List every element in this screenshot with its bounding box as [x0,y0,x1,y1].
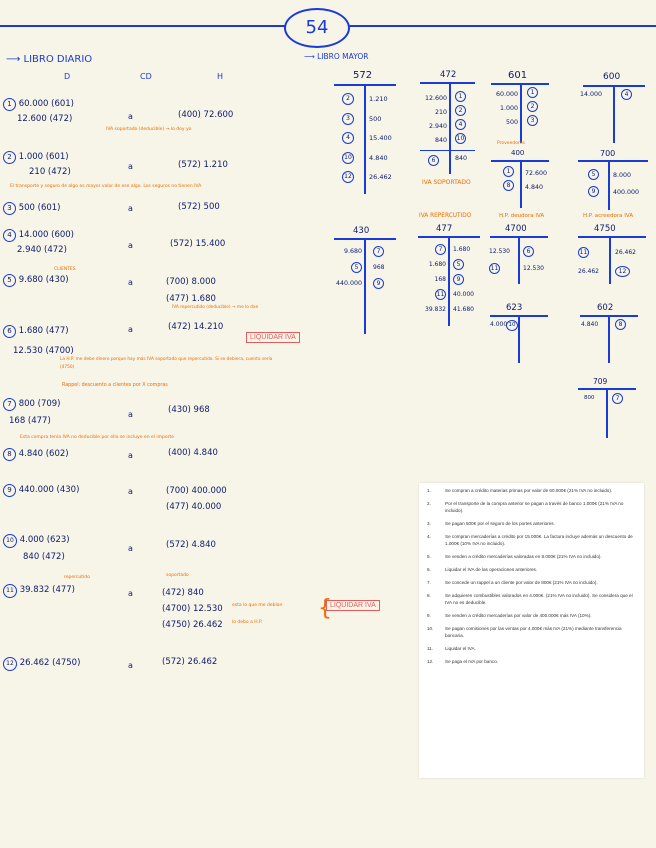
debit-line: 1.000 (601) [18,152,69,162]
iva-soportado-label: IVA SOPORTADO [422,179,471,186]
entry-9-cd: a [128,487,133,496]
t-account-left: 12.600 210 2.940 840 [424,95,447,144]
exercise-item [427,520,636,527]
entry-number: 11 [3,584,17,598]
col-header-d: D [64,72,71,81]
entry-8-credit: (400) 4.840 [168,448,218,458]
debit-line: 840 (472) [23,552,65,562]
exercise-item-number: 2. [427,501,431,506]
entry-7-cd: a [128,410,133,419]
entry-2-credit: (572) 1.210 [178,160,228,170]
exercise-item [427,592,636,606]
liquidar-iva-box-2: LIQUIDAR IVA [326,600,380,611]
t-account-label: Proveedores [497,141,525,146]
arrow-right-icon: ⟶ [6,54,24,65]
exercise-list [419,483,644,665]
exercise-item-number: 1. [427,488,431,493]
col-header-h: H [217,72,224,81]
entry-5-cd: a [128,278,133,287]
entry-number: 8 [3,448,16,461]
note-me-debian: esta lo que me debían [232,603,283,608]
t-account-code: 4700 [505,224,527,234]
libro-mayor-title: ⟶ LIBRO MAYOR [304,52,369,61]
exercise-item-text: Se concede un rappel a un cliente por valor de 800€ (21% IVA no incluido). [445,580,598,585]
credit-line: (4700) 12.530 [162,604,223,614]
t-account-right: 26.462 12 [615,249,636,275]
entry-5 [3,274,69,287]
debit-line: 26.462 (4750) [19,658,81,668]
debit-line: 12.530 (4700) [13,346,74,356]
note-rappel: Rappel: descuento a clientes por X compras [62,383,168,388]
debit-line: 440.000 (430) [18,485,80,495]
exercise-statement [419,483,644,778]
exercise-item-text: Por el transporte de la compra anterior se pagan a través de banco 1.000€ (21% IVA no incluido). [445,501,624,513]
note-repercutido: repercutido [64,575,90,580]
t-account-total-n: 6 [428,155,439,166]
entry-11 [3,584,75,598]
exercise-item-number: 6. [427,567,431,572]
exercise-item-number: 7. [427,580,431,585]
exercise-item [427,625,636,639]
libro-diario-title: ⟶ LIBRO DIARIO [6,54,93,65]
note-iva-repercutido: IVA repercutido (deducible) → me lo dan [172,305,259,310]
debit-line: 1.680 (477) [18,326,69,336]
entry-8 [3,448,69,461]
t-account-stem [448,236,450,326]
t-account-right: 4 [621,89,632,100]
entry-10-cd: a [128,544,133,553]
debit-line: 4.000 (623) [19,535,70,545]
exercise-item-number: 3. [427,521,431,526]
exercise-item [427,579,636,586]
entry-number: 7 [3,398,16,411]
t-account-left-n: 8 [615,319,626,330]
entry-4 [3,228,74,258]
credit-line: (4750) 26.462 [162,620,223,630]
entry-11-credit [162,585,223,633]
note-clientes: CLIENTES [54,267,76,272]
t-account-code: 430 [353,226,370,236]
t-account-code: 600 [603,72,621,82]
debit-line: 800 (709) [18,399,61,409]
debit-line: 12.600 (472) [17,114,73,124]
credit-line: (700) 400.000 [166,486,227,496]
exercise-item-text: Se paga el IVA por banco. [445,659,499,664]
entry-3 [3,202,61,215]
note-soportado: soportado [166,573,189,578]
t-account-left: 11 26.462 [578,249,599,275]
debit-line: 9.680 (430) [18,275,69,285]
entry-6-credit: (472) 14.210 [168,322,224,332]
exercise-item-text: Se venden a crédito mercaderías valoradas en 8.000€ (21% IVA no incluido). [445,554,602,559]
entry-6 [3,321,74,361]
t-account-bar [578,236,646,238]
entry-12-credit: (572) 26.462 [162,657,218,667]
t-account-right: 8.000 400.000 [613,172,640,196]
entry-1-cd: a [128,112,133,121]
credit-line: (477) 40.000 [166,502,222,512]
credit-line: (472) 840 [162,588,204,598]
t-account-left: 4.000 [490,321,508,328]
entry-10-credit: (572) 4.840 [166,540,216,550]
debit-line: 168 (477) [9,416,51,426]
debit-line: 60.000 (601) [18,99,75,109]
entry-4-cd: a [128,241,133,250]
entry-number: 3 [3,202,16,215]
t-account-total: 840 [455,155,468,162]
exercise-item-number: 9. [427,613,431,618]
entry-1-credit: (400) 72.600 [178,110,234,120]
t-account-right: 1 2 3 [527,86,538,128]
exercise-item [427,553,636,560]
entry-6-cd: a [128,325,133,334]
entry-2-cd: a [128,162,133,171]
exercise-item [427,533,636,547]
entry-4-credit: (572) 15.400 [170,239,226,249]
entry-11-cd: a [128,589,133,598]
t-account-right: 1 2 4 10 [456,93,465,142]
t-account-stem [364,84,366,194]
entry-9 [3,484,79,497]
note-hp-debe: La H.P. me debe dinero porque hay más IVA soportado que repercutido. Si se debiera, cuenta sería (4750) [60,357,273,370]
entry-12-cd: a [128,661,133,670]
exercise-item [427,566,636,573]
debit-line: 500 (601) [18,203,61,213]
entry-number: 4 [3,229,16,242]
t-account-code: 477 [436,224,453,234]
exercise-item-text: Se adquieren combustibles valorados en 4.000€. (21% IVA no incluido). Se considera que el IVA no es deducible. [445,593,633,605]
exercise-item-number: 10. [427,626,434,631]
exercise-item-text: Se pagan comisiones por las ventas por 4.000€ más IVA (21%) mediante transferencia bancaria. [445,626,622,638]
note-transporte: El transporte y seguro de algo es mayor valor de ese algo. Los seguros no tienen IVA [10,184,202,189]
t-account-code: 472 [440,70,457,80]
debit-line: 210 (472) [29,167,71,177]
t-account-code: 700 [600,149,616,158]
t-account-code: 4750 [594,224,616,234]
t-account-stem [449,82,451,174]
t-account-left: 9.680 5 440.000 [335,248,362,287]
arrow-right-icon: ⟶ [304,52,318,61]
entry-number: 12 [3,657,17,671]
entry-3-cd: a [128,204,133,213]
exercise-item-number: 5. [427,554,431,559]
entry-7 [3,396,61,430]
exercise-item [427,612,636,619]
t-account-left-n: 7 [612,393,623,404]
t-account-left: 14.000 [580,91,603,98]
credit-line: (700) 8.000 [166,277,216,287]
t-account-left: 60.000 1.000 500 [495,91,518,126]
t-account-stem [520,160,522,208]
entry-number: 1 [3,98,16,111]
t-account-left: 12.530 11 [489,248,510,272]
entry-9-credit [166,483,227,515]
note-debo-hp: lo debo a H.P. [232,620,263,625]
debit-line: 14.000 (600) [18,230,75,240]
t-account-code: 400 [511,149,525,157]
t-account-left: 4.840 [581,321,599,328]
entry-number: 9 [3,484,16,497]
t-account-stem [364,238,366,334]
exercise-item-text: Se compran a crédito materias primas por valor de 60.000€ (21% IVA no incluido). [445,488,613,493]
t-account-right: 1.680 5 9 40.000 41.680 [453,246,474,313]
debit-line: 39.832 (477) [19,585,76,595]
debit-line: 4.840 (602) [18,449,69,459]
note-iva-soportado: IVA soportado (deducible) → lo doy yo [106,127,192,132]
t-account-label: H.P. acreedora IVA [583,213,634,219]
exercise-item-number: 11. [427,646,434,651]
t-account-stem [609,236,611,284]
t-account-stem [608,315,610,363]
t-account-right: 6 12.530 [523,248,544,272]
t-account-left: 2 3 4 10 12 [342,89,354,187]
entry-number: 6 [3,325,16,338]
t-account-stem [608,160,610,210]
exercise-item-number: 4. [427,534,431,539]
t-account-code: 572 [353,70,373,81]
exercise-item-text: Liquidar el IVA. [445,646,476,651]
t-account-label: IVA REPERCUTIDO [419,213,472,219]
exercise-item-text: Se compran mercaderías a crédito por 15.000€. La factura incluye además un descuento de 1.000€ (10% IVA no incluido). [445,534,633,546]
entry-2 [3,150,71,180]
t-account-stem [613,85,615,143]
exercise-item-text: Se venden a crédito mercaderías por valor de 400.000€ más IVA (10%). [445,613,592,618]
col-header-cd: CD [140,72,152,81]
t-account-left: 800 [584,395,595,401]
t-account-stem [520,83,522,143]
t-account-bar [578,160,648,162]
t-account-right: 1.210 500 15.400 4.840 26.462 [369,95,392,181]
entry-5-credit [166,274,216,308]
entry-1 [3,97,74,127]
t-account-code: 709 [593,377,608,386]
t-account-right: 72.600 4.840 [525,170,548,191]
entry-8-cd: a [128,451,133,460]
t-account-subtotal-line [420,150,475,151]
t-account-left: 1 8 [503,165,514,193]
bracket-icon: { [318,596,332,621]
note-iva-no-deducible: Esta compra tenía IVA no deducible por ello se incluye en el importe [20,435,175,440]
entry-3-credit: (572) 500 [178,202,220,212]
exercise-item [427,645,636,652]
t-account-stem [606,388,608,438]
t-account-code: 623 [506,303,523,313]
t-account-code: 602 [597,303,614,313]
page-number: 54 [305,17,329,38]
exercise-item [427,658,636,665]
entry-10 [3,532,70,566]
t-account-left: 7 1.680 168 11 39.832 [425,246,446,313]
exercise-item-number: 12. [427,659,434,664]
exercise-item-text: Se pagan 500€ por el seguro de los portes anteriores. [445,521,555,526]
t-account-label: H.P. deudora IVA [499,213,545,219]
t-account-bar [420,82,475,84]
exercise-item [427,487,636,494]
t-account-stem [518,236,520,284]
entry-number: 5 [3,274,16,287]
exercise-item-text: Liquidar el IVA de las operaciones anteriores. [445,567,538,572]
t-account-left-n: 10 [506,320,518,331]
entry-12 [3,657,80,671]
liquidar-iva-box: LIQUIDAR IVA [246,332,300,343]
t-account-right: 7 968 9 [373,248,385,287]
credit-line: (477) 1.680 [166,294,216,304]
t-account-code: 601 [508,70,528,81]
entry-number: 10 [3,534,17,548]
entry-number: 2 [3,151,16,164]
t-account-stem [518,315,520,363]
exercise-item [427,500,636,514]
exercise-item-number: 8. [427,593,431,598]
t-account-left: 5 9 [588,166,599,200]
entry-7-credit: (430) 968 [168,405,210,415]
debit-line: 2.940 (472) [17,245,67,255]
page-number-bubble [284,8,350,48]
